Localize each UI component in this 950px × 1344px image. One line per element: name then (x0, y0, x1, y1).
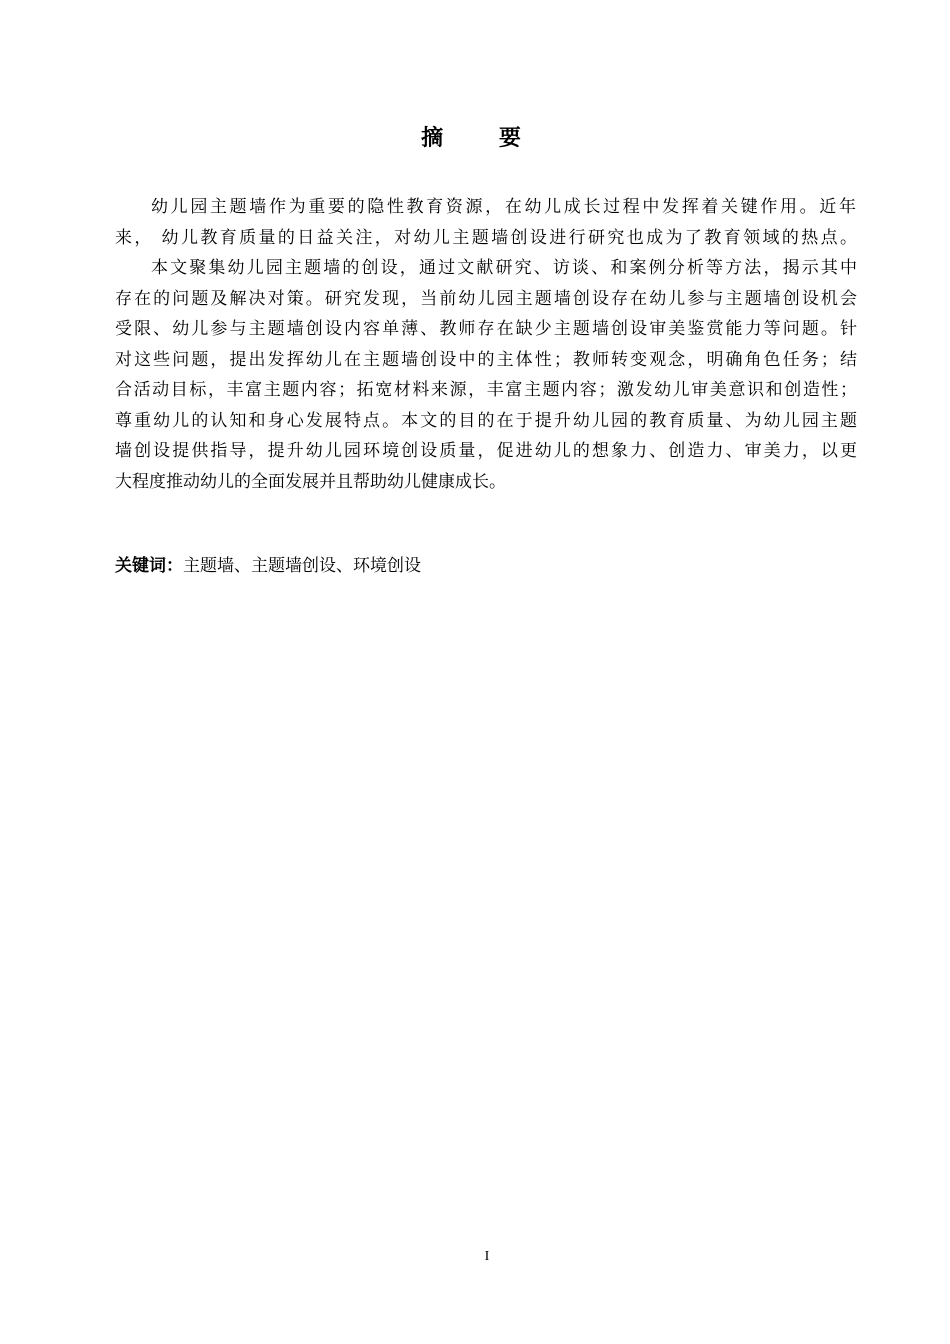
paragraph-1-line-1: 幼儿园主题墙作为重要的隐性教育资源，在幼儿成长过程中发挥着关键作用。近年 (151, 197, 856, 217)
keywords-value: 主题墙、主题墙创设、环境创设 (183, 556, 421, 576)
paragraph-2-line-8: 大程度推动幼儿的全面发展并且帮助幼儿健康成长。 (115, 471, 506, 492)
abstract-body (115, 192, 857, 497)
paragraph-2-line-5: 合活动目标，丰富主题内容；拓宽材料来源，丰富主题内容；激发幼儿审美意识和创造性； (115, 380, 857, 400)
abstract-heading: 摘 要 (421, 126, 545, 151)
paragraph-2-line-2: 存在的问题及解决对策。研究发现，当前幼儿园主题墙创设存在幼儿参与主题墙创设机会 (115, 288, 857, 309)
keywords-line (115, 551, 421, 581)
paragraph-1-line-2: 来， 幼儿教育质量的日益关注，对幼儿主题墙创设进行研究也成为了教育领域的热点。 (115, 227, 857, 248)
paragraph-2-line-1: 本文聚集幼儿园主题墙的创设，通过文献研究、访谈、和案例分析等方法，揭示其中 (151, 258, 857, 278)
paragraph-2-line-3: 受限、幼儿参与主题墙创设内容单薄、教师存在缺少主题墙创设审美鉴赏能力等问题。针 (115, 319, 857, 339)
paragraph-2-line-4: 对这些问题，提出发挥幼儿在主题墙创设中的主体性；教师转变观念，明确角色任务；结 (115, 349, 857, 370)
paragraph-2-line-7: 墙创设提供指导，提升幼儿园环境创设质量，促进幼儿的想象力、创造力、审美力，以更 (115, 441, 857, 461)
keywords-label: 关键词： (115, 556, 183, 576)
paragraph-2-line-6: 尊重幼儿的认知和身心发展特点。本文的目的在于提升幼儿园的教育质量、为幼儿园主题 (115, 410, 857, 431)
page-number: I (484, 1249, 490, 1264)
